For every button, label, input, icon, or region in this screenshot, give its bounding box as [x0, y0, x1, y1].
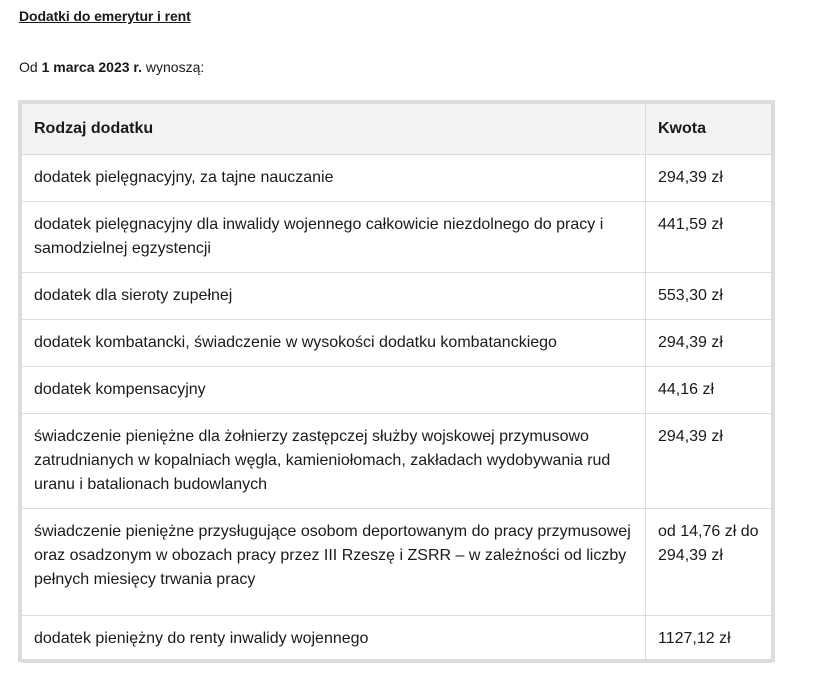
intro-date: 1 marca 2023 r. — [41, 59, 142, 75]
cell-type: dodatek kombatancki, świadczenie w wysokości dodatku kombatanckiego — [22, 320, 646, 367]
cell-amount: od 14,76 zł do 294,39 zł — [646, 509, 772, 616]
table-row — [22, 414, 772, 509]
table-row — [22, 273, 772, 320]
cell-type: dodatek pieniężny do renty inwalidy wojennego — [22, 616, 646, 663]
table-row — [22, 509, 772, 616]
table-row — [22, 367, 772, 414]
cell-amount: 294,39 zł — [646, 320, 772, 367]
cell-amount: 294,39 zł — [646, 414, 772, 509]
allowances-table — [21, 103, 772, 663]
intro-prefix: Od — [19, 59, 42, 75]
cell-type: świadczenie pieniężne przysługujące osobom deportowanym do pracy przymusowej oraz osadzonym w obozach pracy przez III Rzeszę i ZSRR – w zależności od liczby pełnych miesięcy trwania pracy — [22, 509, 646, 616]
cell-amount: 553,30 zł — [646, 273, 772, 320]
table-row — [22, 202, 772, 273]
cell-type: dodatek dla sieroty zupełnej — [22, 273, 646, 320]
allowances-table-container — [18, 100, 775, 662]
column-header-amount: Kwota — [646, 104, 772, 155]
cell-type: dodatek pielęgnacyjny, za tajne nauczanie — [22, 155, 646, 202]
cell-amount: 44,16 zł — [646, 367, 772, 414]
cell-amount: 441,59 zł — [646, 202, 772, 273]
cell-amount: 294,39 zł — [646, 155, 772, 202]
column-header-type: Rodzaj dodatku — [22, 104, 646, 155]
table-header-row — [22, 104, 772, 155]
intro-text — [19, 59, 204, 75]
table-row — [22, 616, 772, 663]
page-heading: Dodatki do emerytur i rent — [19, 8, 191, 24]
cell-type: dodatek kompensacyjny — [22, 367, 646, 414]
cell-type: dodatek pielęgnacyjny dla inwalidy wojennego całkowicie niezdolnego do pracy i samodzielnej egzystencji — [22, 202, 646, 273]
cell-type: świadczenie pieniężne dla żołnierzy zastępczej służby wojskowej przymusowo zatrudnianych w kopalniach węgla, kamieniołomach, zakładach wydobywania rud uranu i batalionach budowlanych — [22, 414, 646, 509]
cell-amount: 1127,12 zł — [646, 616, 772, 663]
intro-suffix: wynoszą: — [142, 59, 205, 75]
table-row — [22, 320, 772, 367]
table-row — [22, 155, 772, 202]
